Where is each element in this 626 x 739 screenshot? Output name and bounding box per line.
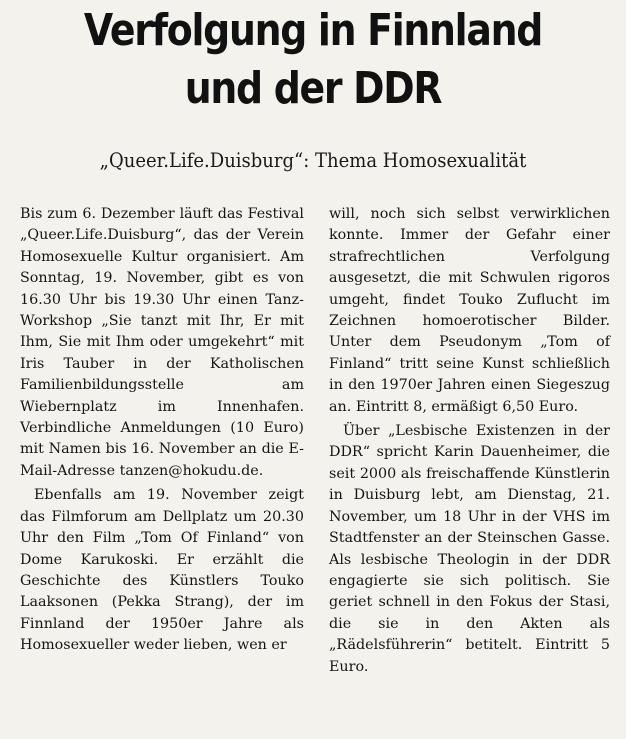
headline <box>44 2 582 118</box>
paragraph-lecture: Über „Lesbische Existenzen in der DDR“ spricht Karin Dauenheimer, die seit 2000 als freischaffende Künstlerin in Duisburg lebt, am Dienstag, 21. November, um 18 Uhr in der VHS im Stadtfenster an der Steinschen Gasse. Als lesbische Theologin in der DDR engagierte sie sich politisch. Sie geriet schnell in den Fokus der Stasi, die sie in den Akten als „Rädelsführerin“ betitelt. Eintritt 5 Euro. <box>329 423 610 675</box>
paragraph-film-continued: will, noch sich selbst verwirklichen konnte. Immer der Gefahr einer strafrechtlichen Verfolgung ausgesetzt, die mit Schwulen rigoros umgeht, findet Touko Zuflucht im Zeichnen homoerotischer Bilder. Unter dem Pseudonym „Tom of Finland“ tritt seine Kunst schließlich in den 1970er Jahren einen Siegeszug an. Eintritt 8, ermäßigt 6,50 Euro. <box>329 206 610 415</box>
paragraph-festival: Bis zum 6. Dezember läuft das Festival „Queer.Life.Duisburg“, das der Verein Homosexuelle Kultur organisiert. Am Sonntag, 19. November, gibt es von 16.30 Uhr bis 19.30 Uhr einen Tanz-Workshop „Sie tanzt mit Ihr, Er mit Ihm, Sie mit Ihm oder umgekehrt“ mit Iris Tauber in der Katholischen Familienbildungsstelle am Wiebernplatz im Innenhafen. Verbindliche Anmeldungen (10 Euro) mit Namen bis 16. November an die E-Mail-Adresse tanzen@hokudu.de. <box>20 206 304 479</box>
subheadline: „Queer.Life.Duisburg“: Thema Homosexualität <box>99 148 527 172</box>
headline-line-2: und der DDR <box>184 63 442 114</box>
paragraph-film: Ebenfalls am 19. November zeigt das Filmforum am Dellplatz um 20.30 Uhr den Film „Tom Of Finland“ von Dome Karukoski. Er erzählt die Geschichte des Künstlers Touko Laaksonen (Pekka Strang), der im Finnland der 1950er Jahre als Homosexueller weder lieben, wen er <box>20 487 304 654</box>
text-column-left <box>20 204 304 657</box>
text-column-right <box>329 204 610 678</box>
headline-line-1: Verfolgung in Finnland <box>83 5 543 56</box>
